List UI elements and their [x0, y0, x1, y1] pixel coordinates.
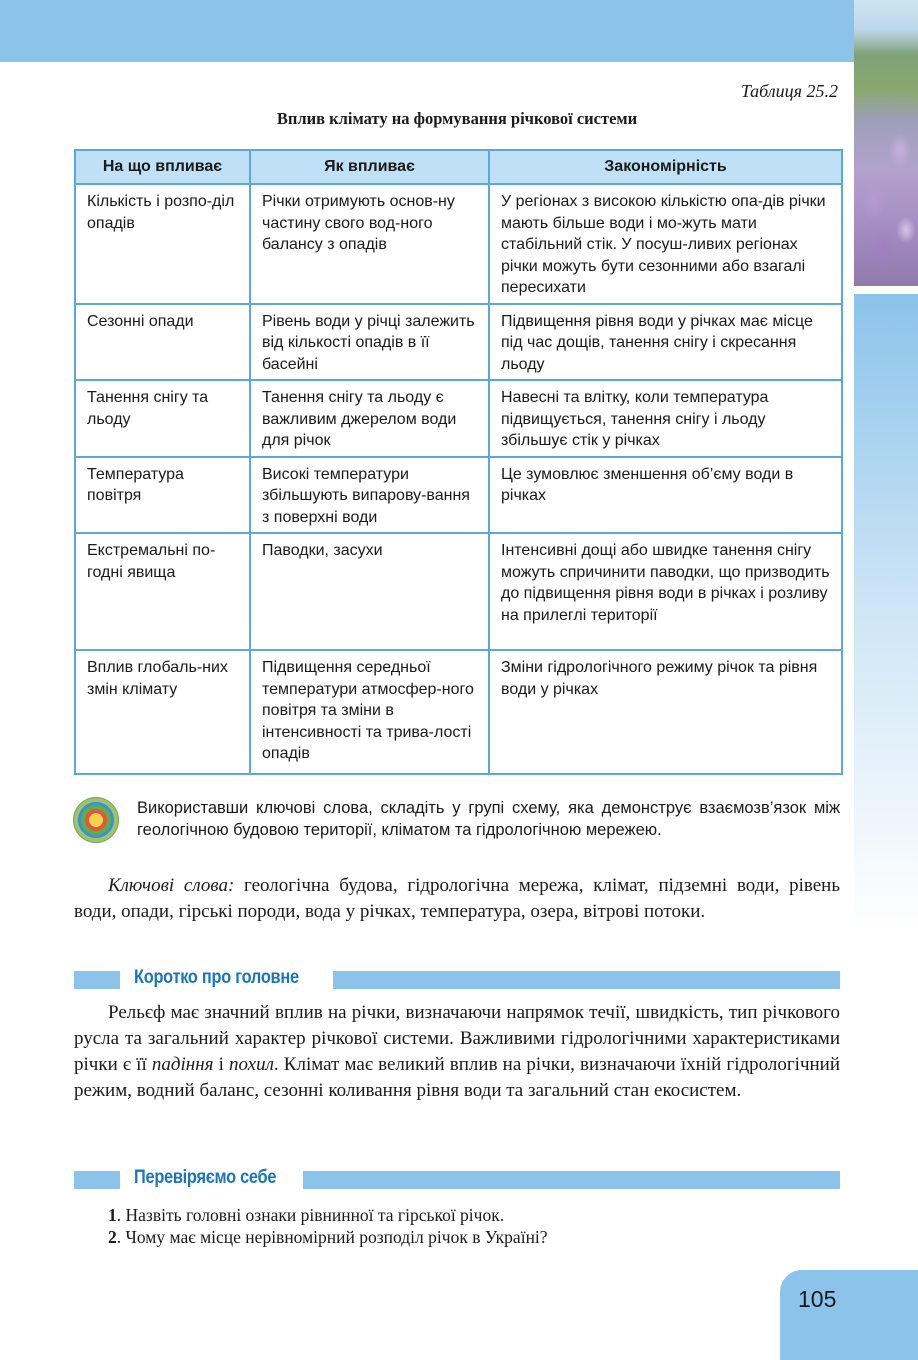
table-cell: Це зумовлює зменшення об’єму води в річках: [489, 457, 842, 534]
check-section-title: Перевіряємо себе: [134, 1167, 277, 1188]
check-section-header: [74, 1169, 840, 1191]
section-bar-left: [74, 971, 120, 989]
table-cell: Температура повітря: [75, 457, 250, 534]
table-cell: Сезонні опади: [75, 304, 250, 381]
question-text: . Чому має місце нерівномірний розподіл річок в Україні?: [116, 1227, 548, 1247]
table-cell: Вплив глобаль-них змін клімату: [75, 650, 250, 774]
keywords-list: геологічна будова, гідрологічна мережа, клімат, підземні води, рівень води, опади, гірські породи, вода у річках, температура, озера, вітрові потоки.: [74, 875, 840, 922]
table-cell: Річки отримують основ-ну частину свого вод-ного балансу з опадів: [250, 184, 489, 304]
side-color-stripe: [854, 294, 918, 1360]
section-bar-right: [333, 971, 840, 989]
table-cell: Паводки, засухи: [250, 533, 489, 650]
section-bar-right: [303, 1171, 840, 1189]
question-item: [108, 1204, 840, 1226]
keywords-paragraph: [74, 873, 840, 925]
term-fall: падіння: [151, 1054, 214, 1075]
question-number: 2: [108, 1227, 117, 1247]
table-cell: Навесні та влітку, коли температура підвищується, танення снігу і льоду збільшує стік у річках: [489, 380, 842, 457]
table-cell: Рівень води у річці залежить від кількості опадів в її басейні: [250, 304, 489, 381]
crocus-field-photo: [854, 0, 918, 286]
table-row: [75, 380, 842, 457]
puzzle-group-icon: [73, 797, 119, 843]
column-header: Закономірність: [489, 150, 842, 184]
table-row: [75, 304, 842, 381]
table-cell: Зміни гідрологічного режиму річок та рівня води у річках: [489, 650, 842, 774]
keywords-label: Ключові слова:: [108, 875, 235, 896]
question-list: [108, 1204, 840, 1248]
summary-text: . Клімат має великий вплив на річки, визначаючи їхній гідрологічний режим, водний баланс, сезонні коливання рівня води та загальний стан екосистем.: [74, 1054, 841, 1101]
climate-influence-table: [74, 149, 843, 775]
table-cell: Танення снігу та льоду є важливим джерелом води для річок: [250, 380, 489, 457]
question-text: . Назвіть головні ознаки рівнинної та гірської річок.: [116, 1205, 505, 1225]
table-row: [75, 184, 842, 304]
column-header: Як впливає: [250, 150, 489, 184]
table-cell: Екстремальні по-годні явища: [75, 533, 250, 650]
table-cell: Кількість і розпо-діл опадів: [75, 184, 250, 304]
summary-text: і: [213, 1054, 230, 1075]
summary-text: Рельєф має значний вплив на річки, визначаючи напрямок течії, швидкість, тип річкового русла та загальний характер річкової системи. Важливими гідрологічними характеристиками річки є її: [74, 1002, 840, 1075]
page-number-badge: [780, 1270, 918, 1360]
column-header: На що впливає: [75, 150, 250, 184]
table-cell: Інтенсивні дощі або швидке танення снігу можуть спричинити паводки, що призводить до підвищення рівня води в річках і розливу на прилеглі території: [489, 533, 842, 650]
table-cell: Танення снігу та льоду: [75, 380, 250, 457]
top-color-band: [0, 0, 854, 62]
section-bar-left: [74, 1171, 120, 1189]
table-cell: Підвищення рівня води у річках має місце під час дощів, танення снігу і скресання льоду: [489, 304, 842, 381]
page-number: 105: [798, 1286, 837, 1312]
summary-section-title: Коротко про головне: [134, 967, 299, 988]
table-cell: Підвищення середньої температури атмосфер-ного повітря та зміни в інтенсивності та трива-лості опадів: [250, 650, 489, 774]
table-header-row: [75, 150, 842, 184]
table-row: [75, 650, 842, 774]
table-row: [75, 457, 842, 534]
question-number: 1: [108, 1205, 117, 1225]
group-task-text: Використавши ключові слова, складіть у групі схему, яка демонструє взаємозв’язок між геологічною будовою території, кліматом та гідрологічною мережею.: [137, 799, 840, 839]
table-row: [75, 533, 842, 650]
summary-paragraph: [74, 1000, 840, 1104]
term-slope: похил: [229, 1054, 274, 1075]
table-cell: У регіонах з високою кількістю опа-дів річки мають більше води і мо-жуть мати стабільний стік. У посуш-ливих регіонах річки можуть бути сезонними або взагалі пересихати: [489, 184, 842, 304]
table-number: Таблиця 25.2: [740, 81, 838, 101]
table-cell: Високі температури збільшують випарову-вання з поверхні води: [250, 457, 489, 534]
question-item: [108, 1226, 840, 1248]
table-title: Вплив клімату на формування річкової системи: [276, 109, 638, 128]
summary-section-header: [74, 969, 840, 991]
